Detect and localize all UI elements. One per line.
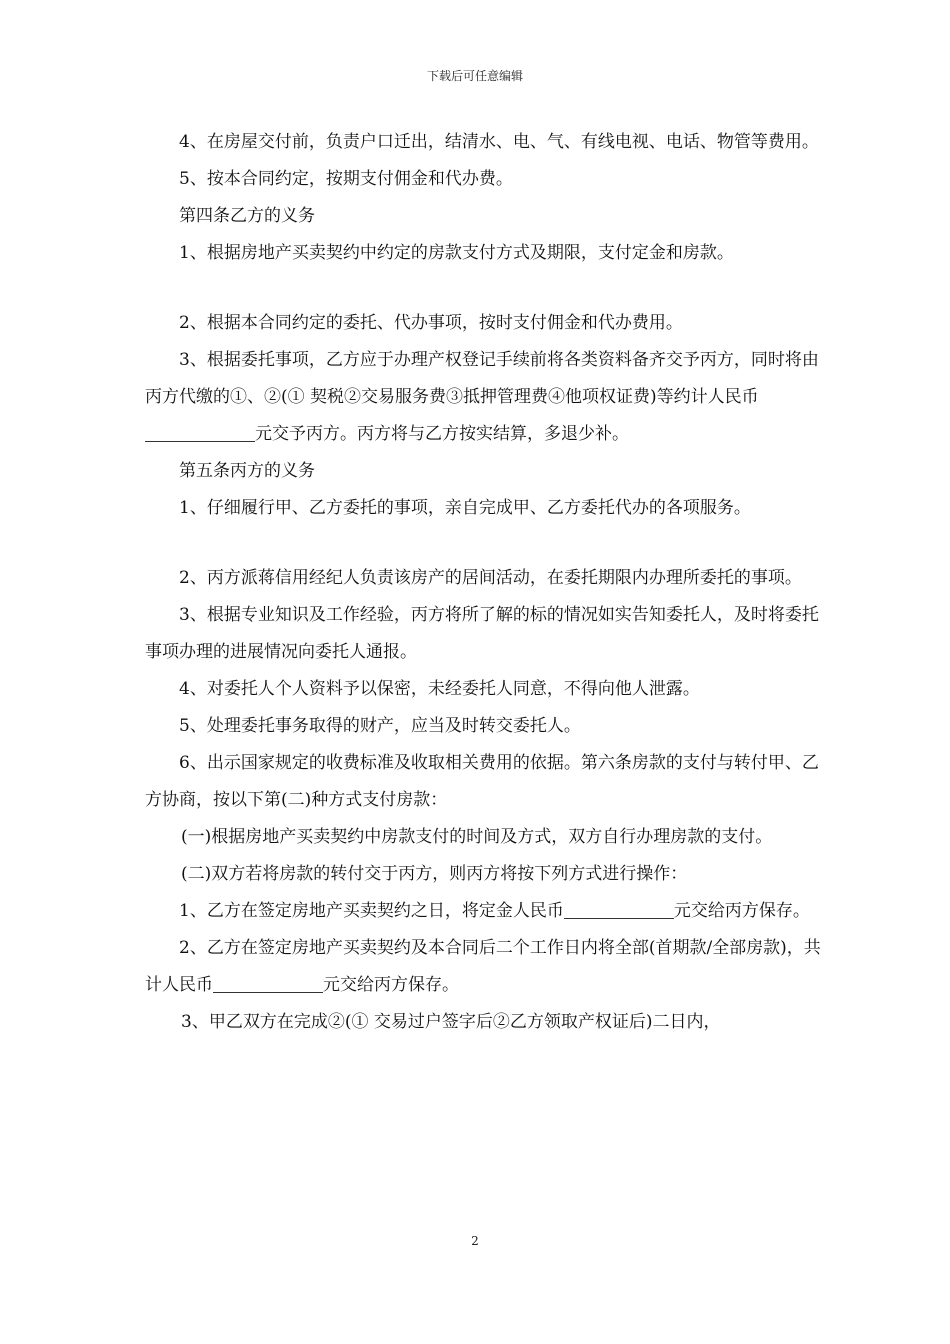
paragraph-text: 3、根据委托事项，乙方应于办理产权登记手续前将各类资料备齐交予丙方，同时将由丙方代缴的①、②(① 契税②交易服务费③抵押管理费④他项权证费)等约计人民币: [145, 350, 819, 407]
page-number: 2: [471, 1234, 479, 1248]
paragraph-buyer-duty-2: 2、根据本合同约定的委托、代办事项，按时支付佣金和代办费用。: [179, 313, 683, 333]
paragraph-payment-step-2: [145, 930, 825, 1004]
paragraph-agent-duty-6: 6、出示国家规定的收费标准及收取相关费用的依据。第六条房款的支付与转付甲、乙方协商，按以下第(二)种方式支付房款：: [145, 753, 819, 810]
spacer: [145, 272, 825, 305]
heading-article-4: 第四条乙方的义务: [179, 206, 315, 226]
paragraph-payment-step-3: 3、甲乙双方在完成②(① 交易过户签字后②乙方领取产权证后)二日内，: [181, 1012, 721, 1032]
paragraph-buyer-duty-3: [145, 342, 825, 453]
paragraph-payment-option-1: (一)根据房地产买卖契约中房款支付的时间及方式，双方自行办理房款的支付。: [181, 827, 773, 847]
paragraph-payment-step-1: [145, 893, 825, 930]
paragraph-agent-duty-2: 2、丙方派蒋信用经纪人负责该房产的居间活动，在委托期限内办理所委托的事项。: [179, 568, 802, 588]
paragraph-text: 元交给丙方保存。: [323, 975, 459, 995]
paragraph-agent-duty-3: 3、根据专业知识及工作经验，丙方将所了解的标的情况如实告知委托人，及时将委托事项办理的进展情况向委托人通报。: [145, 605, 819, 662]
heading-article-5: 第五条丙方的义务: [179, 461, 315, 481]
spacer: [145, 527, 825, 560]
blank-total-field: [213, 972, 323, 993]
blank-amount-field: [145, 421, 255, 442]
paragraph-payment-option-2: (二)双方若将房款的转付交于丙方，则丙方将按下列方式进行操作：: [181, 864, 688, 884]
paragraph-text: 元交给丙方保存。: [673, 901, 810, 921]
paragraph-agent-duty-5: 5、处理委托事务取得的财产，应当及时转交委托人。: [179, 716, 581, 736]
paragraph-agent-duty-4: 4、对委托人个人资料予以保密，未经委托人同意，不得向他人泄露。: [179, 679, 700, 699]
paragraph-buyer-duty-1: 1、根据房地产买卖契约中约定的房款支付方式及期限，支付定金和房款。: [179, 243, 734, 263]
document-body: [145, 124, 825, 1041]
paragraph-seller-duty-5: 5、按本合同约定，按期支付佣金和代办费。: [179, 169, 513, 189]
paragraph-text: 元交予丙方。丙方将与乙方按实结算，多退少补。: [255, 424, 629, 444]
paragraph-agent-duty-1: 1、仔细履行甲、乙方委托的事项，亲自完成甲、乙方委托代办的各项服务。: [179, 498, 751, 518]
page-header: 下载后可任意编辑: [426, 69, 523, 83]
paragraph-seller-duty-4: 4、在房屋交付前，负责户口迁出，结清水、电、气、有线电视、电话、物管等费用。: [179, 132, 819, 152]
blank-deposit-field: [564, 898, 674, 919]
paragraph-text: 1、乙方在签定房地产买卖契约之日，将定金人民币: [179, 901, 564, 921]
paragraph-text: 2、乙方在签定房地产买卖契约及本合同后二个工作日内将全部(首期款/全部房款)，共计人民币: [145, 938, 821, 995]
